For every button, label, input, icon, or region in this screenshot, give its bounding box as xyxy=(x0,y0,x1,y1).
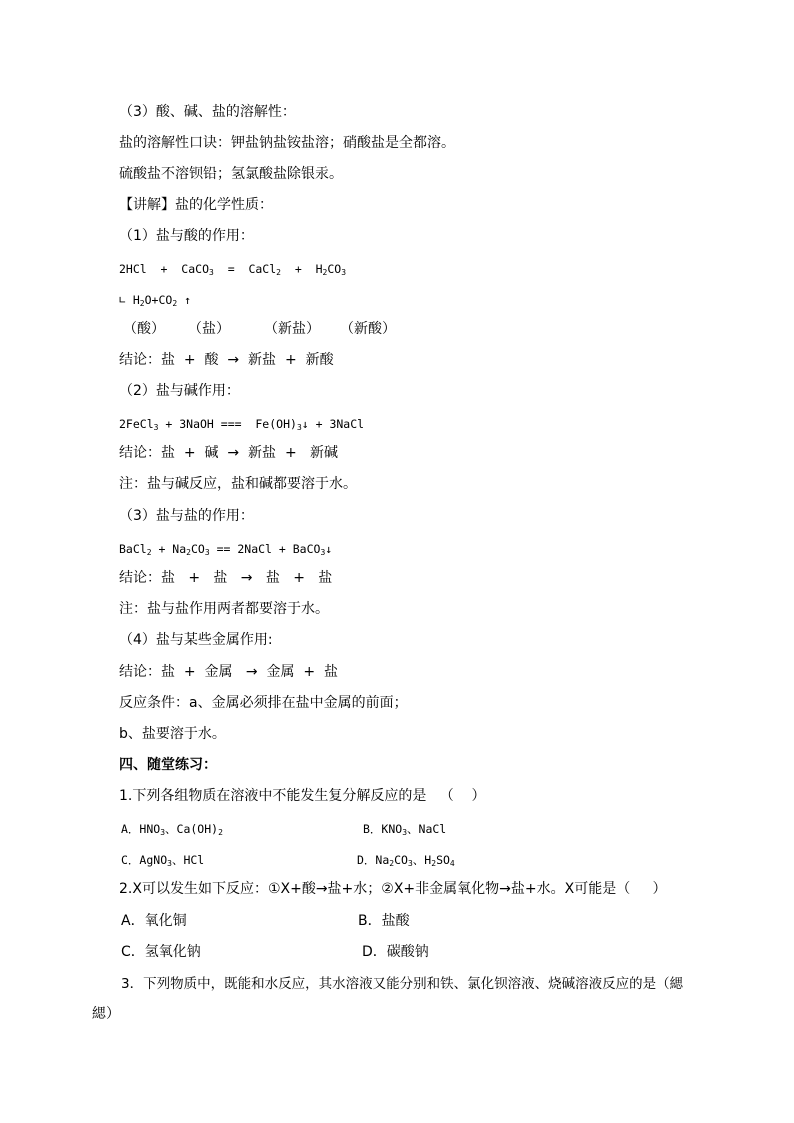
q1-option-a: A．$HNO_3$、$Ca(OH)_2$ xyxy=(121,822,223,837)
heading-explanation: 【讲解】盐的化学性质： xyxy=(119,197,273,213)
equation-decomposition: ∟ $H_2O+CO_2$ ↑ xyxy=(119,293,191,308)
conclusion-salt-base: 结论：盐 + 碱 → 新盐 + 新碱 xyxy=(119,445,339,461)
text-solubility-rhyme-2: 硫酸盐不溶钡铅；氢氯酸盐除银汞。 xyxy=(119,166,343,182)
equation-salt-base: 2FeCl$_3$ + 3NaOH === $Fe(OH)_3↓$ + 3NaCl xyxy=(119,417,365,432)
question-3-continued: 緦） xyxy=(92,1006,120,1022)
section-practice: 四、随堂练习： xyxy=(119,757,217,773)
q1-option-d: D．$Na_2CO_3$、$H_2SO_4$ xyxy=(357,853,455,868)
subheading-salt-metal: （4）盐与某些金属作用: xyxy=(119,632,273,648)
conclusion-salt-acid: 结论：盐 + 酸 → 新盐 + 新酸 xyxy=(119,352,334,368)
reaction-condition-b: b、盐要溶于水。 xyxy=(119,726,226,742)
subheading-salt-base: （2）盐与碱作用： xyxy=(119,383,240,399)
subheading-salt-salt: （3）盐与盐的作用： xyxy=(119,508,254,524)
question-2: 2.X可以发生如下反应：①X+酸→盐+水；②X+非金属氧化物→盐+水。X可能是（ ） xyxy=(119,881,667,897)
question-1: 1.下列各组物质在溶液中不能发生复分解反应的是 （ ） xyxy=(119,788,486,804)
subheading-solubility: （3）酸、碱、盐的溶解性： xyxy=(119,104,296,120)
reaction-condition-a: 反应条件：a、金属必须排在盐中金属的前面； xyxy=(119,695,408,711)
note-salt-base: 注：盐与碱反应，盐和碱都要溶于水。 xyxy=(119,476,357,492)
q2-option-b: B．盐酸 xyxy=(358,913,410,929)
question-3: 3．下列物质中，既能和水反应，其水溶液又能分别和铁、氯化钡溶液、烧碱溶液反应的是（緦 xyxy=(121,976,684,992)
q2-option-c: C．氢氧化钠 xyxy=(121,944,201,960)
label-acid: （酸） xyxy=(123,321,165,337)
conclusion-salt-salt: 结论：盐 + 盐 → 盐 + 盐 xyxy=(119,570,333,586)
conclusion-salt-metal: 结论：盐 + 金属 → 金属 + 盐 xyxy=(119,664,339,680)
label-new-salt: （新盐） xyxy=(264,321,320,337)
text-solubility-rhyme-1: 盐的溶解性口诀：钾盐钠盐铵盐溶；硝酸盐是全都溶。 xyxy=(119,135,455,151)
equation-salt-salt: BaCl$_2$ + $Na_2CO_3$ == 2NaCl + BaCO$_3$↓ xyxy=(119,542,333,557)
q2-option-d: D．碳酸钠 xyxy=(362,944,429,960)
subheading-salt-acid: （1）盐与酸的作用： xyxy=(119,228,254,244)
label-new-acid: （新酸） xyxy=(340,321,396,337)
note-salt-salt: 注：盐与盐作用两者都要溶于水。 xyxy=(119,601,329,617)
label-salt: （盐） xyxy=(188,321,230,337)
q2-option-a: A．氧化铜 xyxy=(121,913,187,929)
q1-option-c: C．AgNO$_3$、HCl xyxy=(121,853,205,868)
q1-option-b: B．$KNO_3$、NaCl xyxy=(363,822,447,837)
equation-salt-acid: 2HCl + CaCO$_3$ = CaCl$_2$ + $H_2CO_3$ xyxy=(119,262,347,277)
